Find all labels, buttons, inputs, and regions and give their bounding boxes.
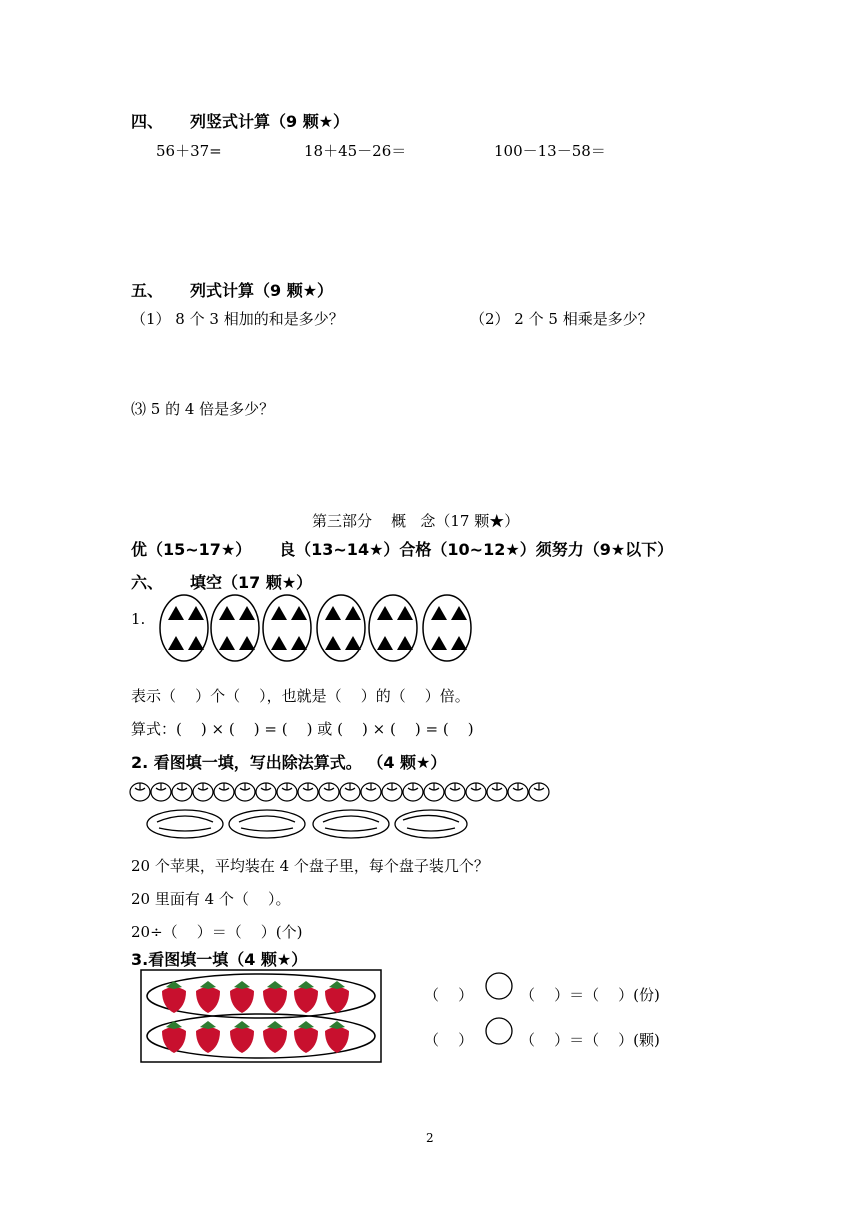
q1-fill-line-2: 算式：( ) × ( ) = ( ) 或 ( ) × ( ) = ( ) <box>131 720 474 738</box>
strawberries-figure <box>140 969 384 1065</box>
q3-eq2-left: （ ） <box>424 1031 474 1049</box>
section5-number: 五、 <box>131 281 164 300</box>
question-5-2: （2） 2 个 5 相乘是多少？ <box>470 310 653 328</box>
operator-circle-2 <box>485 1017 515 1047</box>
section4-heading: 列竖式计算（9 颗★） <box>190 112 350 131</box>
q3-eq1-left: （ ） <box>424 986 474 1004</box>
problem-2: 18＋45－26＝ <box>304 142 407 160</box>
section4-number: 四、 <box>131 112 164 131</box>
q3-eq2-right: （ ）＝（ ）(颗) <box>520 1031 660 1049</box>
q3-title: 3.看图填一填（4 颗★） <box>131 950 308 969</box>
section5-heading: 列式计算（9 颗★） <box>190 281 334 300</box>
q2-line-1: 20 个苹果，平均装在 4 个盘子里，每个盘子装几个？ <box>131 857 489 875</box>
plates-figure <box>145 806 475 842</box>
section6-heading: 填空（17 颗★） <box>190 573 313 592</box>
question-5-3: ⑶ 5 的 4 倍是多少？ <box>131 400 275 418</box>
part3-title: 第三部分 概 念（17 颗★） <box>312 512 520 530</box>
q2-line-3: 20÷（ ）＝（ ）(个) <box>131 923 303 941</box>
q2-title: 2. 看图填一填，写出除法算式。 （4 颗★） <box>131 753 447 772</box>
q3-eq1-right: （ ）＝（ ）(份) <box>520 986 660 1004</box>
q1-fill-line-1: 表示（ ）个（ ），也就是（ ）的（ ）倍。 <box>131 687 470 705</box>
page-number: 2 <box>426 1131 434 1145</box>
apples-row-figure <box>130 780 555 804</box>
operator-circle-1 <box>485 972 515 1002</box>
problem-3: 100－13－58＝ <box>494 142 606 160</box>
problem-1: 56＋37= <box>156 142 222 160</box>
triangle-groups-figure <box>155 594 475 664</box>
grade-scale: 优（15~17★） 良（13~14★）合格（10~12★）须努力（9★以下） <box>131 540 674 559</box>
q2-line-2: 20 里面有 4 个（ ）。 <box>131 890 291 908</box>
q1-number: 1. <box>131 610 146 628</box>
question-5-1: （1） 8 个 3 相加的和是多少？ <box>131 310 344 328</box>
section6-number: 六、 <box>131 573 164 592</box>
